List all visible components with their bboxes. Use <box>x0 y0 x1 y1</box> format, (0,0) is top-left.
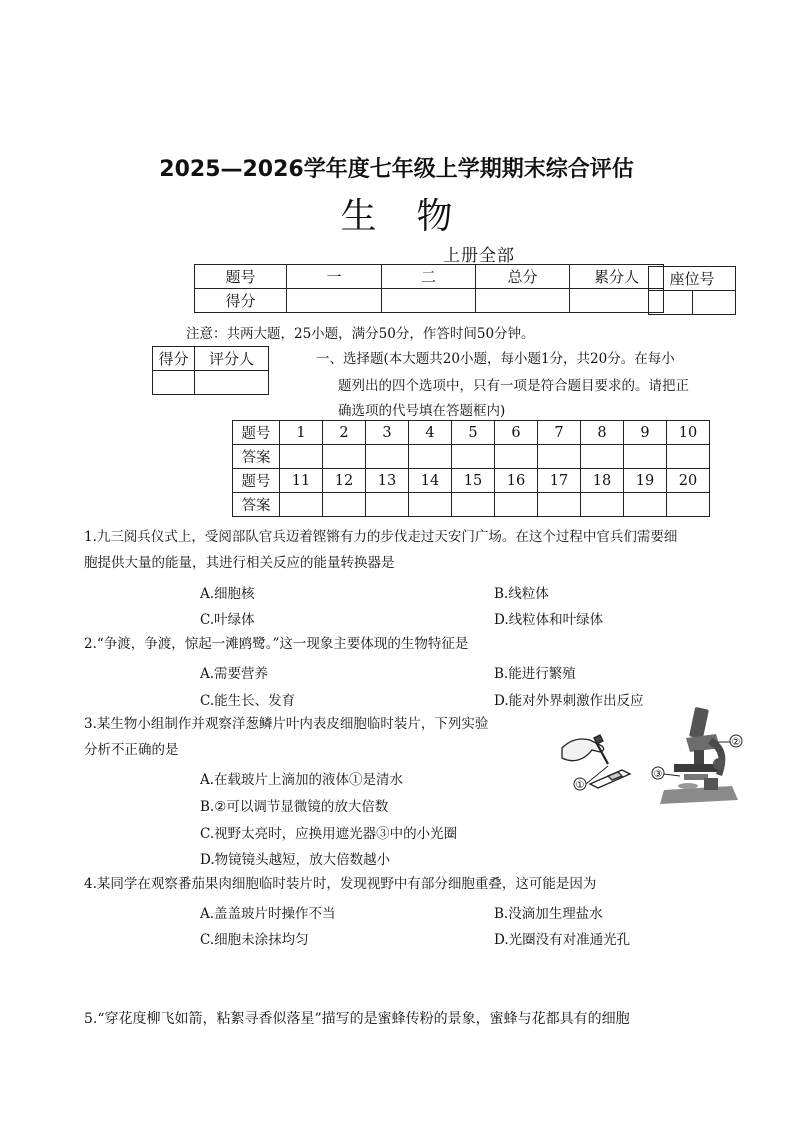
score-header-cell: 总分 <box>476 265 570 289</box>
answer-cell[interactable] <box>581 493 624 517</box>
score-header-cell: 二 <box>382 265 476 289</box>
q3-option-b: B.②可以调节显微镜的放大倍数 <box>200 799 389 815</box>
answer-label: 答案 <box>233 493 280 517</box>
section1-line: 题列出的四个选项中，只有一项是符合题目要求的。请把正 <box>338 378 689 394</box>
answer-cell[interactable] <box>495 445 538 469</box>
answer-cell[interactable] <box>624 493 667 517</box>
grader-name-cell[interactable] <box>195 371 269 395</box>
question-1-stem <box>84 524 677 576</box>
answer-num: 11 <box>280 469 323 493</box>
answer-cell[interactable] <box>366 493 409 517</box>
answer-cell[interactable] <box>495 493 538 517</box>
answer-cell[interactable] <box>409 493 452 517</box>
answer-cell[interactable] <box>538 493 581 517</box>
score-header-cell: 题号 <box>195 265 287 289</box>
answer-cell[interactable] <box>409 445 452 469</box>
answer-num-label: 题号 <box>233 469 280 493</box>
q3-option-a: A.在载玻片上滴加的液体①是清水 <box>200 772 404 788</box>
q4-option-a: A.盖盖玻片时操作不当 <box>200 906 336 922</box>
score-header-cell: 累分人 <box>570 265 664 289</box>
seat-label: 座位号 <box>649 267 736 291</box>
answer-cell[interactable] <box>538 445 581 469</box>
q4-option-d: D.光圈没有对准通光孔 <box>494 932 631 948</box>
question-line: 1.九三阅兵仪式上，受阅部队官兵迈着铿锵有力的步伐走过天安门广场。在这个过程中官兵们需要细 <box>84 529 678 545</box>
answer-num: 2 <box>323 421 366 445</box>
grader-score-cell[interactable] <box>153 371 195 395</box>
answer-cell[interactable] <box>280 445 323 469</box>
answer-num: 3 <box>366 421 409 445</box>
answer-cell[interactable] <box>366 445 409 469</box>
answer-num: 17 <box>538 469 581 493</box>
answer-num: 1 <box>280 421 323 445</box>
score-cell[interactable] <box>287 289 382 313</box>
q2-option-b: B.能进行繁殖 <box>494 666 576 682</box>
answer-num: 16 <box>495 469 538 493</box>
q1-option-c: C.叶绿体 <box>200 612 255 628</box>
answer-cell[interactable] <box>323 493 366 517</box>
q2-option-a: A.需要营养 <box>200 666 269 682</box>
answer-table-answer-row <box>233 493 710 517</box>
figure-label-2: ② <box>731 737 741 748</box>
answer-num: 13 <box>366 469 409 493</box>
seat-cell[interactable] <box>649 291 693 315</box>
dropper-hand-icon <box>562 735 630 788</box>
answer-table-answer-row <box>233 445 710 469</box>
answer-num: 9 <box>624 421 667 445</box>
answer-cell[interactable] <box>624 445 667 469</box>
answer-num: 4 <box>409 421 452 445</box>
q4-option-c: C.细胞未涂抹均匀 <box>200 932 309 948</box>
score-row-label: 得分 <box>195 289 287 313</box>
answer-num: 12 <box>323 469 366 493</box>
answer-num: 14 <box>409 469 452 493</box>
figure-label-1: ① <box>575 780 585 791</box>
q4-option-b: B.没滴加生理盐水 <box>494 906 603 922</box>
answer-num-label: 题号 <box>233 421 280 445</box>
answer-cell[interactable] <box>323 445 366 469</box>
exam-note: 注意：共两大题，25小题，满分50分，作答时间50分钟。 <box>186 326 535 342</box>
seat-cell[interactable] <box>692 291 736 315</box>
microscope-figure <box>556 704 746 812</box>
answer-cell[interactable] <box>452 445 495 469</box>
section1-line: 确选项的代号填在答题框内) <box>338 403 506 419</box>
answer-table-number-row <box>233 469 710 493</box>
q1-option-a: A.细胞核 <box>200 586 255 602</box>
question-4-stem: 4.某同学在观察番茄果肉细胞临时装片时，发现视野中有部分细胞重叠，这可能是因为 <box>84 876 597 892</box>
answer-num: 8 <box>581 421 624 445</box>
seat-table <box>648 266 736 315</box>
question-line: 分析不正确的是 <box>84 742 179 758</box>
answer-num: 10 <box>667 421 710 445</box>
answer-label: 答案 <box>233 445 280 469</box>
answer-cell[interactable] <box>667 445 710 469</box>
answer-num: 19 <box>624 469 667 493</box>
q2-option-c: C.能生长、发育 <box>200 693 296 709</box>
q1-option-b: B.线粒体 <box>494 586 549 602</box>
score-header-cell: 一 <box>287 265 382 289</box>
answer-table <box>232 420 710 517</box>
question-line: 3.某生物小组制作并观察洋葱鳞片叶内表皮细胞临时装片，下列实验 <box>84 716 489 732</box>
grader-name-label: 评分人 <box>195 347 269 371</box>
q1-option-d: D.线粒体和叶绿体 <box>494 612 604 628</box>
answer-cell[interactable] <box>452 493 495 517</box>
microscope-icon <box>660 707 738 804</box>
answer-num: 15 <box>452 469 495 493</box>
subject-title: 生物 <box>340 196 493 237</box>
answer-num: 20 <box>667 469 710 493</box>
answer-table-number-row <box>233 421 710 445</box>
score-cell[interactable] <box>476 289 570 313</box>
answer-cell[interactable] <box>280 493 323 517</box>
score-table <box>194 264 664 313</box>
question-3-stem <box>84 711 488 763</box>
answer-num: 18 <box>581 469 624 493</box>
question-line: 胞提供大量的能量，其进行相关反应的能量转换器是 <box>84 555 395 571</box>
section1-line: 一、选择题(本大题共20小题，每小题1分，共20分。在每小 <box>316 351 675 367</box>
answer-cell[interactable] <box>667 493 710 517</box>
answer-num: 7 <box>538 421 581 445</box>
figure-label-3: ③ <box>653 769 663 780</box>
answer-num: 6 <box>495 421 538 445</box>
q2-option-d: D.能对外界刺激作出反应 <box>494 693 644 709</box>
question-5-stem: 5.“穿花度柳飞如箭，粘絮寻香似落星”描写的是蜜蜂传粉的景象，蜜蜂与花都具有的细胞 <box>84 1011 630 1027</box>
scope-label: 上册全部 <box>443 246 515 266</box>
answer-cell[interactable] <box>581 445 624 469</box>
q3-option-c: C.视野太亮时，应换用遮光器③中的小光圈 <box>200 826 458 842</box>
grader-table <box>152 346 269 395</box>
grader-score-label: 得分 <box>153 347 195 371</box>
answer-num: 5 <box>452 421 495 445</box>
q3-option-d: D.物镜镜头越短，放大倍数越小 <box>200 852 391 868</box>
score-cell[interactable] <box>382 289 476 313</box>
section1-instructions <box>316 346 716 422</box>
question-2-stem: 2.“争渡，争渡，惊起一滩鸥鹭。”这一现象主要体现的生物特征是 <box>84 636 469 652</box>
page-title: 2025—2026学年度七年级上学期期末综合评估 <box>159 157 634 182</box>
